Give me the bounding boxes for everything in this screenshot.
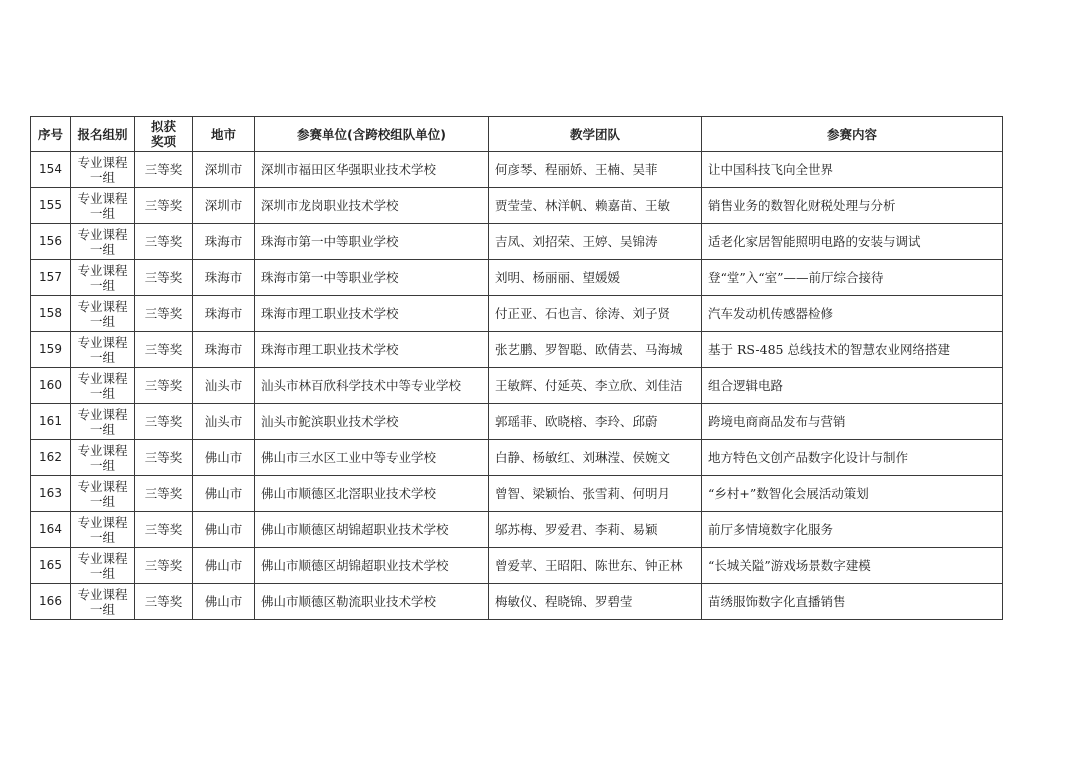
cell-no: 161 <box>31 404 71 440</box>
header-unit: 参赛单位(含跨校组队单位) <box>255 117 489 152</box>
cell-group: 专业课程一组 <box>71 296 135 332</box>
cell-no: 162 <box>31 440 71 476</box>
cell-team: 邬苏梅、罗爱君、李莉、易颖 <box>489 512 702 548</box>
cell-city: 汕头市 <box>193 368 255 404</box>
cell-team: 白静、杨敏红、刘琳滢、侯婉文 <box>489 440 702 476</box>
table-row <box>31 548 1003 584</box>
cell-city: 珠海市 <box>193 260 255 296</box>
cell-no: 163 <box>31 476 71 512</box>
cell-award: 三等奖 <box>135 548 193 584</box>
cell-city: 珠海市 <box>193 224 255 260</box>
cell-group: 专业课程一组 <box>71 224 135 260</box>
cell-unit: 佛山市顺德区胡锦超职业技术学校 <box>255 512 489 548</box>
table-row <box>31 404 1003 440</box>
header-group: 报名组别 <box>71 117 135 152</box>
cell-unit: 珠海市理工职业技术学校 <box>255 332 489 368</box>
cell-unit: 佛山市顺德区勒流职业技术学校 <box>255 584 489 620</box>
cell-content: 组合逻辑电路 <box>702 368 1003 404</box>
cell-content: 前厅多情境数字化服务 <box>702 512 1003 548</box>
cell-award: 三等奖 <box>135 512 193 548</box>
cell-award: 三等奖 <box>135 368 193 404</box>
award-table-sheet <box>30 116 1002 620</box>
cell-content: 基于 RS-485 总线技术的智慧农业网络搭建 <box>702 332 1003 368</box>
cell-city: 佛山市 <box>193 440 255 476</box>
cell-city: 深圳市 <box>193 152 255 188</box>
cell-content: 登“堂”入“室”——前厅综合接待 <box>702 260 1003 296</box>
cell-unit: 珠海市理工职业技术学校 <box>255 296 489 332</box>
cell-unit: 深圳市龙岗职业技术学校 <box>255 188 489 224</box>
cell-content: “长城关隘”游戏场景数字建模 <box>702 548 1003 584</box>
cell-team: 曾智、梁颖怡、张雪莉、何明月 <box>489 476 702 512</box>
cell-unit: 珠海市第一中等职业学校 <box>255 224 489 260</box>
cell-content: 适老化家居智能照明电路的安装与调试 <box>702 224 1003 260</box>
table-row <box>31 512 1003 548</box>
table-row <box>31 332 1003 368</box>
cell-city: 佛山市 <box>193 548 255 584</box>
cell-group: 专业课程一组 <box>71 476 135 512</box>
table-header-row <box>31 117 1003 152</box>
cell-unit: 佛山市顺德区胡锦超职业技术学校 <box>255 548 489 584</box>
cell-unit: 汕头市鮀滨职业技术学校 <box>255 404 489 440</box>
cell-team: 贾莹莹、林洋帆、赖嘉苗、王敏 <box>489 188 702 224</box>
cell-no: 160 <box>31 368 71 404</box>
cell-unit: 佛山市顺德区北滘职业技术学校 <box>255 476 489 512</box>
cell-city: 佛山市 <box>193 584 255 620</box>
cell-content: 地方特色文创产品数字化设计与制作 <box>702 440 1003 476</box>
cell-city: 汕头市 <box>193 404 255 440</box>
header-content: 参赛内容 <box>702 117 1003 152</box>
cell-no: 158 <box>31 296 71 332</box>
cell-no: 166 <box>31 584 71 620</box>
cell-unit: 佛山市三水区工业中等专业学校 <box>255 440 489 476</box>
table-row <box>31 440 1003 476</box>
cell-group: 专业课程一组 <box>71 152 135 188</box>
cell-team: 吉凤、刘招荣、王婷、吴锦涛 <box>489 224 702 260</box>
cell-group: 专业课程一组 <box>71 368 135 404</box>
table-row <box>31 368 1003 404</box>
table-row <box>31 188 1003 224</box>
cell-group: 专业课程一组 <box>71 188 135 224</box>
cell-no: 156 <box>31 224 71 260</box>
cell-content: 汽车发动机传感器检修 <box>702 296 1003 332</box>
cell-content: “乡村+”数智化会展活动策划 <box>702 476 1003 512</box>
cell-group: 专业课程一组 <box>71 512 135 548</box>
cell-team: 何彦琴、程丽娇、王楠、吴菲 <box>489 152 702 188</box>
table-body <box>31 152 1003 620</box>
cell-team: 刘明、杨丽丽、望媛媛 <box>489 260 702 296</box>
cell-city: 佛山市 <box>193 512 255 548</box>
cell-award: 三等奖 <box>135 404 193 440</box>
cell-award: 三等奖 <box>135 440 193 476</box>
cell-team: 郭瑶菲、欧晓榕、李玲、邱蔚 <box>489 404 702 440</box>
cell-award: 三等奖 <box>135 296 193 332</box>
cell-city: 深圳市 <box>193 188 255 224</box>
cell-no: 165 <box>31 548 71 584</box>
cell-no: 154 <box>31 152 71 188</box>
cell-group: 专业课程一组 <box>71 584 135 620</box>
table-row <box>31 260 1003 296</box>
cell-team: 梅敏仪、程晓锦、罗碧莹 <box>489 584 702 620</box>
cell-content: 跨境电商商品发布与营销 <box>702 404 1003 440</box>
header-team: 教学团队 <box>489 117 702 152</box>
cell-team: 张艺鹏、罗智聪、欧倩芸、马海城 <box>489 332 702 368</box>
cell-content: 让中国科技飞向全世界 <box>702 152 1003 188</box>
cell-unit: 汕头市林百欣科学技术中等专业学校 <box>255 368 489 404</box>
cell-award: 三等奖 <box>135 332 193 368</box>
cell-no: 164 <box>31 512 71 548</box>
cell-no: 155 <box>31 188 71 224</box>
cell-city: 珠海市 <box>193 296 255 332</box>
cell-award: 三等奖 <box>135 584 193 620</box>
cell-award: 三等奖 <box>135 260 193 296</box>
cell-award: 三等奖 <box>135 476 193 512</box>
cell-city: 珠海市 <box>193 332 255 368</box>
cell-content: 苗绣服饰数字化直播销售 <box>702 584 1003 620</box>
cell-group: 专业课程一组 <box>71 332 135 368</box>
cell-award: 三等奖 <box>135 224 193 260</box>
cell-team: 付正亚、石也言、徐涛、刘子贤 <box>489 296 702 332</box>
cell-group: 专业课程一组 <box>71 260 135 296</box>
cell-award: 三等奖 <box>135 152 193 188</box>
cell-group: 专业课程一组 <box>71 404 135 440</box>
table-row <box>31 224 1003 260</box>
cell-no: 157 <box>31 260 71 296</box>
table-row <box>31 152 1003 188</box>
header-no: 序号 <box>31 117 71 152</box>
header-city: 地市 <box>193 117 255 152</box>
cell-unit: 珠海市第一中等职业学校 <box>255 260 489 296</box>
cell-content: 销售业务的数智化财税处理与分析 <box>702 188 1003 224</box>
cell-group: 专业课程一组 <box>71 440 135 476</box>
cell-team: 曾爱苹、王昭阳、陈世东、钟正林 <box>489 548 702 584</box>
header-award: 拟获奖项 <box>135 117 193 152</box>
cell-no: 159 <box>31 332 71 368</box>
cell-unit: 深圳市福田区华强职业技术学校 <box>255 152 489 188</box>
cell-award: 三等奖 <box>135 188 193 224</box>
table-row <box>31 584 1003 620</box>
table-row <box>31 296 1003 332</box>
cell-city: 佛山市 <box>193 476 255 512</box>
cell-team: 王敏辉、付延英、李立欣、刘佳洁 <box>489 368 702 404</box>
table-row <box>31 476 1003 512</box>
award-table <box>30 116 1003 620</box>
cell-group: 专业课程一组 <box>71 548 135 584</box>
